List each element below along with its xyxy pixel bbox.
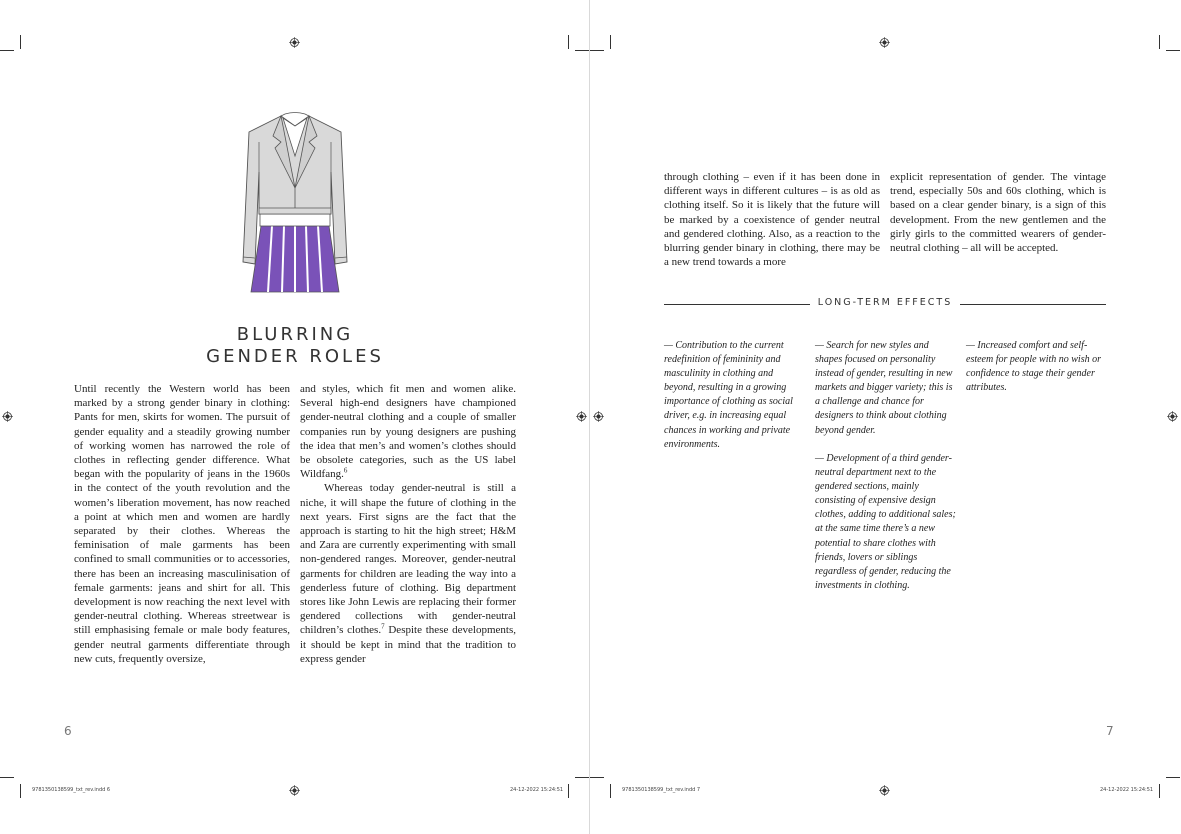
body-paragraph: through clothing – even if it has been done in different ways in different cultures – is as old as clothing itself. So it is likely that the future will be marked by a coexistence of gender neutral and gendered clothing. Also, as a reaction to the blurring gender binary in clothing, there may be a new trend towards a more	[664, 171, 880, 269]
crop-mark	[610, 35, 611, 49]
crop-mark	[0, 50, 14, 51]
registration-mark-icon	[879, 37, 890, 48]
slug-timestamp: 24-12-2022 15:24:51	[1100, 787, 1154, 793]
registration-mark-icon	[576, 411, 587, 422]
crop-mark	[590, 50, 604, 51]
paragraph-text: Whereas today gender-neutral is still a niche, it will shape the future of clothing in the next years. First signs are the fact that the approach is starting to hit the high street; H&M and Zara are currently experimenting with small non-gendered ranges. Moreover, gender-neutral garments for children are leading the way into a genderless future of clothing. Big department stores like John Lewis are replacing their former gendered collections with gender-neutral children’s clothes.	[300, 482, 516, 637]
effect-text: — Search for new styles and shapes focused on personality instead of gender, resulting in new markets and bigger variety; this is a challenge and chance for designers to think about clothing beyond gender.	[815, 340, 953, 436]
left-page	[0, 0, 590, 834]
crop-mark	[1159, 784, 1160, 798]
crop-mark	[0, 777, 14, 778]
page-title	[170, 324, 420, 368]
body-paragraph	[300, 382, 516, 481]
right-page	[590, 0, 1181, 834]
registration-mark-icon	[1167, 411, 1178, 422]
title-line-2: GENDER ROLES	[206, 346, 384, 367]
slug-filename: 9781350138599_txt_rev.indd 6	[32, 787, 111, 793]
section-heading-label: LONG-TERM EFFECTS	[817, 297, 953, 308]
crop-mark	[1166, 777, 1180, 778]
crop-mark	[1159, 35, 1160, 49]
crop-mark	[575, 50, 589, 51]
heading-rule-right	[960, 304, 1106, 305]
continued-column-1	[664, 170, 880, 269]
section-heading	[664, 297, 1106, 311]
effect-item	[664, 339, 806, 452]
page-number: 6	[64, 724, 72, 738]
crop-mark	[575, 777, 589, 778]
registration-mark-icon	[289, 785, 300, 796]
jacket-skirt-illustration	[235, 112, 355, 296]
title-line-1: BLURRING	[236, 324, 354, 345]
registration-mark-icon	[593, 411, 604, 422]
slug-timestamp: 24-12-2022 15:24:51	[510, 787, 564, 793]
footnote-marker: 7	[381, 622, 385, 631]
body-paragraph: Until recently the Western world has been marked by a strong gender binary in clothing: Pants for men, skirts for women. The pursuit of gender equality and a steadily growing number of working women has narrowed the role of clothes in reflecting gender difference. What began with the popularity of jeans in the 1960s in the contect of the youth revolution and the women’s liberation movement, has now reached a point at which men and women are hardly separated by their clothes. Whereas the feminisation of male garments has been confined to small communities or to accessories, there has been an increasing masculinisation of female garments: jeans and shirt for all. This development is now reaching the next level with gender-neutral clothing. Whereas streetwear is still emphasising female or male body features, gender neutral garments differentiate through new cuts, frequently oversize,	[74, 383, 290, 665]
footnote-marker: 6	[343, 466, 348, 475]
body-column-2	[300, 382, 516, 666]
crop-mark	[1166, 50, 1180, 51]
crop-mark	[590, 777, 604, 778]
effect-text: — Development of a third gender-neutral department next to the gendered sections, mainly consisting of expensive design clothes, adding to additional sales; at the same time there’s a new potential to share clothes with friends, lovers or siblings regardless of gender, reducing the investments in clothing.	[815, 453, 956, 591]
registration-mark-icon	[2, 411, 13, 422]
crop-mark	[20, 35, 21, 49]
body-column-1	[74, 382, 290, 666]
page-number: 7	[1106, 724, 1114, 738]
slug-filename: 9781350138599_txt_rev.indd 7	[622, 787, 701, 793]
crop-mark	[568, 35, 569, 49]
body-paragraph	[300, 481, 516, 666]
continued-column-2	[890, 170, 1106, 255]
effect-item	[815, 452, 957, 593]
paragraph-text: Despite these developments, it should be kept in mind that the tradition to express gender	[300, 624, 516, 665]
crop-mark	[20, 784, 21, 798]
body-paragraph: explicit representation of gender. The vintage trend, especially 50s and 60s clothing, which is based on a clear gender binary, is a sign of this development. From the new gentlemen and the girly girls to the committed wearers of gender-neutral clothing – all will be accepted.	[890, 171, 1106, 255]
crop-mark	[610, 784, 611, 798]
effect-text: — Increased comfort and self-esteem for people with no wish or confidence to stage their gender attributes.	[966, 340, 1101, 394]
registration-mark-icon	[879, 785, 890, 796]
effect-item	[966, 339, 1106, 395]
registration-mark-icon	[289, 37, 300, 48]
effect-item	[815, 339, 957, 438]
effect-text: — Contribution to the current redefinition of femininity and masculinity in clothing and beyond, resulting in a growing importance of clothing as social driver, e.g. in increasing equal chances in working and private environments.	[664, 340, 793, 450]
crop-mark	[568, 784, 569, 798]
paragraph-text: and styles, which fit men and women alike. Several high-end designers have championed gender-neutral clothing and a couple of smaller companies run by young designers are pushing the idea that men’s and women’s clothes should be obsolete categories, such as the US label Wildfang.	[300, 383, 516, 481]
